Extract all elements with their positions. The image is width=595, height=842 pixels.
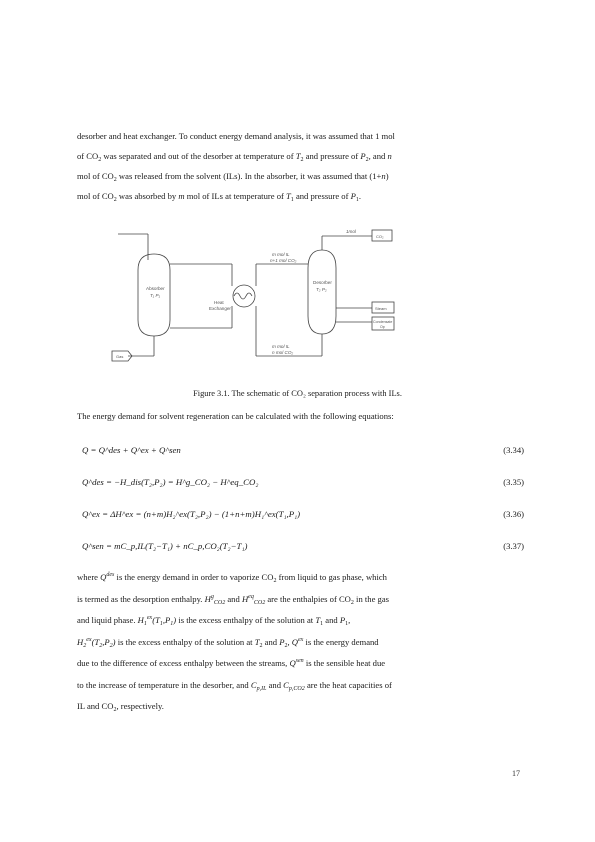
equation-number: (3.36) xyxy=(503,509,524,519)
paragraph-intro xyxy=(77,126,522,206)
text-line: IL and $CO_2$, respectively. xyxy=(77,701,164,713)
text-line: to the increase of temperature in the desorber, and $C_{p,IL}$ and $C_{p,CO2}$ are the heat capacities of xyxy=(77,679,392,692)
text-line: due to the difference of excess enthalpy between the streams, $Q^{sen}$ is the sensible heat due xyxy=(77,658,386,668)
desorber-conditions: T₂ P₂ xyxy=(316,287,327,292)
text-line: desorber and heat exchanger. To conduct energy demand analysis, it was assumed that 1 mol xyxy=(77,131,395,141)
gas-box-label: Gas xyxy=(116,354,124,359)
equation-number: (3.37) xyxy=(503,541,524,551)
heat-exchanger-label: Heat xyxy=(214,300,224,305)
equation-number: (3.35) xyxy=(503,477,524,487)
text-line: mol of $CO_2$ was released from the solvent (ILs). In the absorber, it was assumed that (1+n) xyxy=(77,171,389,183)
text-line: and liquid phase. $H_1^{ex}(T_1,P_1)$ is the excess enthalpy of the solution at $T_1$ and $P_1$, xyxy=(77,615,351,627)
equation-number: (3.34) xyxy=(503,445,524,455)
figure-caption: Figure 3.1. The schematic of CO₂ separation process with ILs. xyxy=(193,389,402,398)
equation-3-37: Q^sen = mC_p,IL(T₂−T₁) + nC_p,CO₂(T₂−T₁) xyxy=(82,541,248,551)
heat-exchanger-label-2: Exchanger xyxy=(209,306,231,311)
text-line: mol of $CO_2$ was absorbed by m mol of ILs at temperature of $T_1$ and pressure of $P_1$. xyxy=(77,191,362,203)
top-outlet-label: 1mol xyxy=(346,229,356,234)
text-line: of $CO_2$ was separated and out of the desorber at temperature of $T_2$ and pressure of $P_2$, and n xyxy=(77,151,392,163)
page-number: 17 xyxy=(512,769,520,778)
text-line: $H_2^{ex}(T_2,P_2)$ is the excess enthalpy of the solution at $T_2$ and $P_2$, $Q^{ex}$ is the energy demand xyxy=(77,636,379,649)
bottom-stream-label-2: n mol CO₂ xyxy=(272,350,294,355)
paragraph-definitions xyxy=(77,567,522,718)
condensate-box-label-2: Op xyxy=(380,325,385,329)
equation-3-34: Q = Q^des + Q^ex + Q^sen xyxy=(82,445,181,455)
top-stream-label: m mol IL xyxy=(272,252,290,257)
top-stream-label-2: n+1 mol CO₂ xyxy=(270,258,297,263)
process-schematic xyxy=(110,220,410,370)
text-line: where $Q^{des}$ is the energy demand in order to vaporize $CO_2$ from liquid to gas phase, which xyxy=(77,572,387,584)
absorber-conditions: T₁ P₁ xyxy=(150,293,161,298)
desorber-label: Desorber xyxy=(313,280,332,285)
bottom-stream-label: m mol IL xyxy=(272,344,290,349)
co2-box-label: CO₂ xyxy=(376,234,384,239)
text-line: is termed as the desorption enthalpy. $H^g_{CO2}$ and $H^{eq}_{CO2}$ are the enthalpies of $CO_2$ in the gas xyxy=(77,593,389,606)
absorber-label: Absorber xyxy=(146,286,165,291)
equations-intro: The energy demand for solvent regeneration can be calculated with the following equations: xyxy=(77,411,394,421)
desorber-vessel xyxy=(308,250,336,334)
condensate-box-label: Condensate xyxy=(373,320,393,324)
steam-box-label: Steam xyxy=(375,306,387,311)
equation-3-35: Q^des = −H_dis(T₂,P₂) = H^g_CO₂ − H^eq_CO₂ xyxy=(82,477,259,487)
equation-3-36: Q^ex = ΔH^ex = (n+m)H₂^ex(T₂,P₂) − (1+n+m)H₁^ex(T₁,P₁) xyxy=(82,509,301,519)
